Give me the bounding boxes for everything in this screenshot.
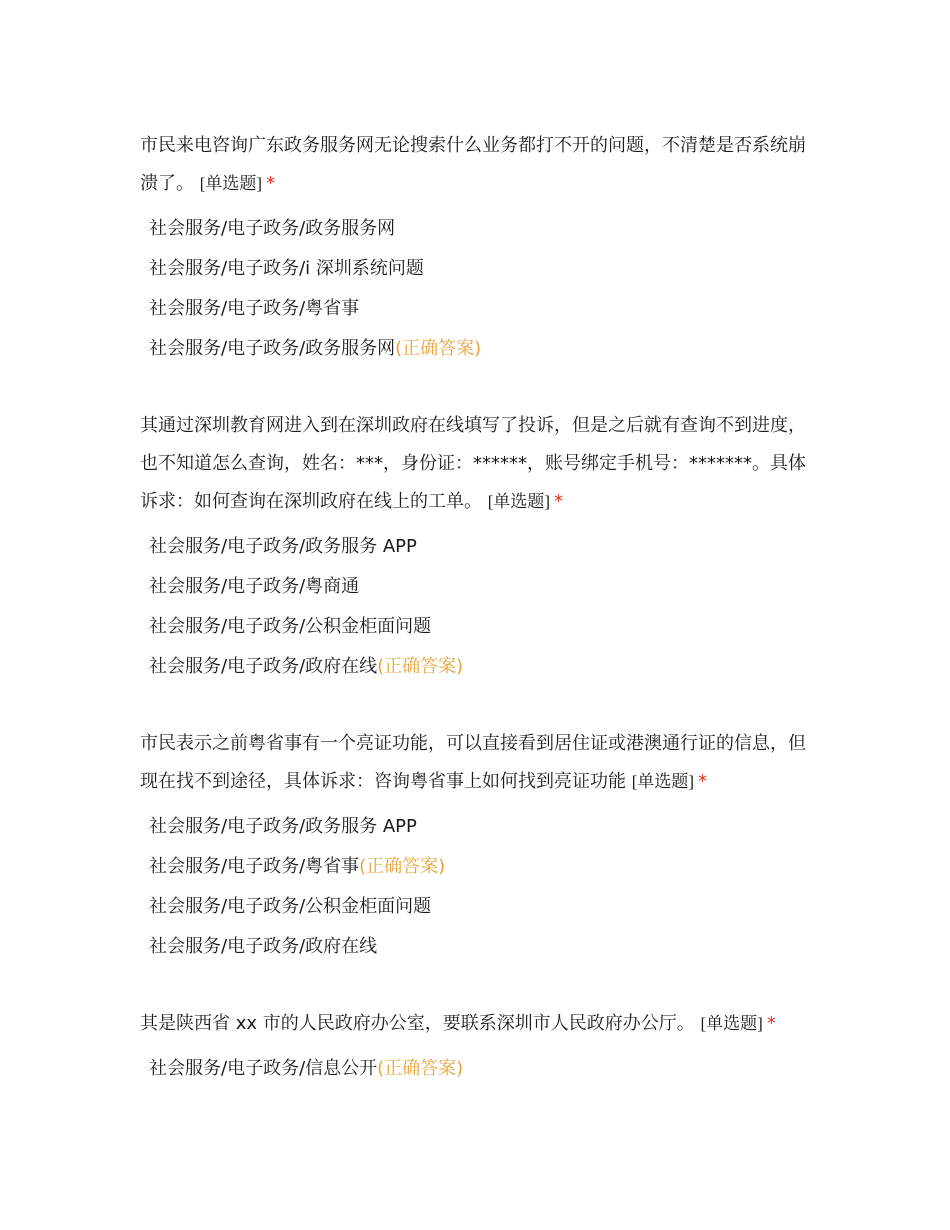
required-marker: *	[554, 491, 564, 512]
option-label: 社会服务/电子政务/粤省事	[149, 298, 360, 319]
option-label: 社会服务/电子政务/信息公开	[149, 1058, 378, 1079]
question-type: [单选题]	[700, 1014, 763, 1033]
option-label: 社会服务/电子政务/政务服务网	[149, 338, 396, 359]
required-marker: *	[698, 771, 708, 792]
option[interactable]	[140, 329, 820, 369]
correct-answer-tag: (正确答案)	[395, 338, 482, 359]
question-1	[140, 127, 820, 369]
correct-answer-tag: (正确答案)	[377, 1058, 464, 1079]
option[interactable]	[140, 527, 820, 567]
option[interactable]	[140, 807, 820, 847]
option[interactable]	[140, 249, 820, 289]
question-4	[140, 1005, 820, 1089]
option[interactable]	[140, 927, 820, 967]
option-label: 社会服务/电子政务/政务服务 APP	[149, 536, 417, 557]
option[interactable]	[140, 567, 820, 607]
question-text	[140, 407, 820, 521]
option-label: 社会服务/电子政务/政务服务 APP	[149, 816, 417, 837]
option[interactable]	[140, 209, 820, 249]
option-list	[140, 527, 820, 687]
correct-answer-tag: (正确答案)	[359, 856, 446, 877]
question-text	[140, 1005, 820, 1043]
option-label: 社会服务/电子政务/i 深圳系统问题	[149, 258, 424, 279]
option[interactable]	[140, 607, 820, 647]
question-body: 其是陕西省 xx 市的人民政府办公室，要联系深圳市人民政府办公厅。	[140, 1013, 695, 1034]
option[interactable]	[140, 1049, 820, 1089]
option[interactable]	[140, 647, 820, 687]
option-label: 社会服务/电子政务/政务服务网	[149, 218, 396, 239]
option[interactable]	[140, 887, 820, 927]
correct-answer-tag: (正确答案)	[377, 656, 464, 677]
question-type: [单选题]	[487, 492, 551, 511]
question-text	[140, 127, 820, 203]
question-type: [单选题]	[631, 772, 695, 791]
option-label: 社会服务/电子政务/政府在线	[149, 656, 378, 677]
option-label: 社会服务/电子政务/公积金柜面问题	[149, 896, 432, 917]
question-body: 其通过深圳教育网进入到在深圳政府在线填写了投诉，但是之后就有查询不到进度，也不知道怎么查询，姓名：***，身份证：******，账号绑定手机号：*******。具体诉求：如何查询在深圳政府在线上的工单。	[140, 415, 806, 512]
option-list	[140, 209, 820, 369]
required-marker: *	[266, 173, 276, 194]
option-label: 社会服务/电子政务/公积金柜面问题	[149, 616, 432, 637]
question-body: 市民表示之前粤省事有一个亮证功能，可以直接看到居住证或港澳通行证的信息，但现在找不到途径，具体诉求：咨询粤省事上如何找到亮证功能	[140, 733, 806, 792]
question-body: 市民来电咨询广东政务服务网无论搜索什么业务都打不开的问题，不清楚是否系统崩溃了。	[140, 135, 806, 194]
question-text	[140, 725, 820, 801]
option-label: 社会服务/电子政务/政府在线	[149, 936, 378, 957]
option[interactable]	[140, 847, 820, 887]
question-type: [单选题]	[199, 174, 263, 193]
option-label: 社会服务/电子政务/粤商通	[149, 576, 360, 597]
required-marker: *	[766, 1013, 776, 1034]
question-2	[140, 407, 820, 687]
question-3	[140, 725, 820, 967]
option-list	[140, 1049, 820, 1089]
option-list	[140, 807, 820, 967]
option[interactable]	[140, 289, 820, 329]
option-label: 社会服务/电子政务/粤省事	[149, 856, 360, 877]
